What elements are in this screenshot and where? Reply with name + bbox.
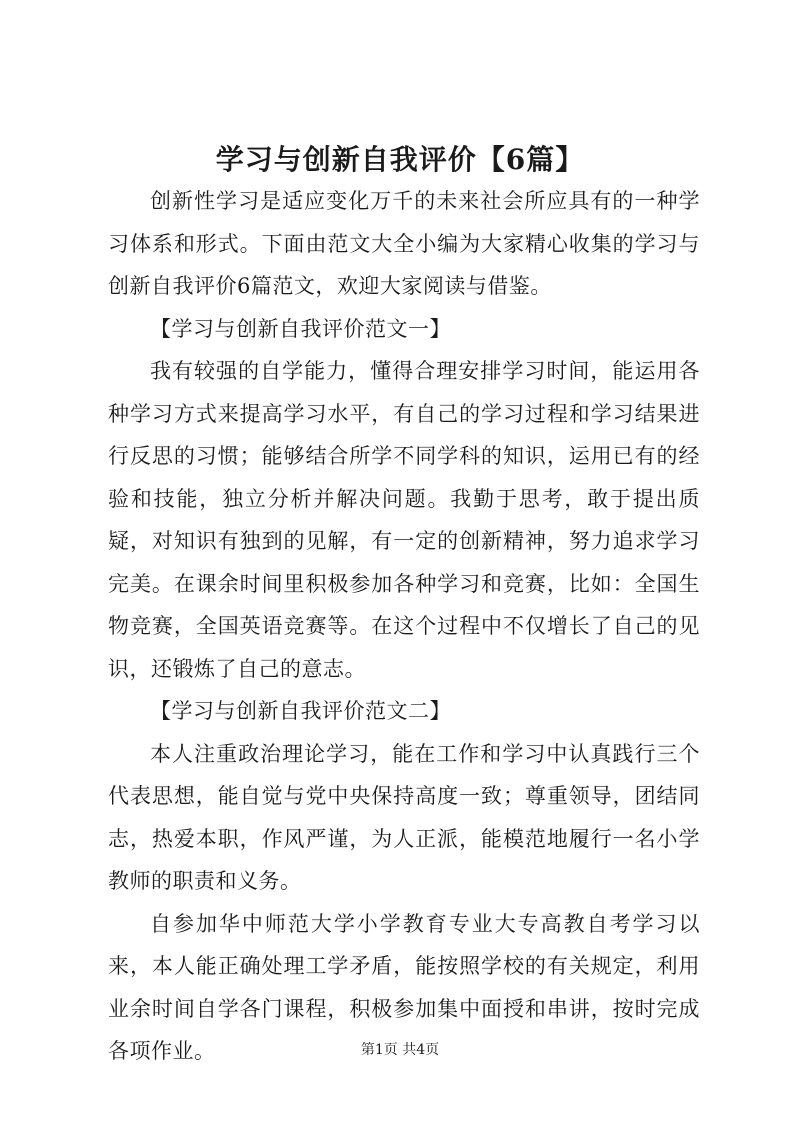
section-2-paragraph-1: 本人注重政治理论学习，能在工作和学习中认真践行三个代表思想，能自觉与党中央保持高度一致；尊重领导，团结同志，热爱本职，作风严谨，为人正派，能模范地履行一名小学教师的职责和义务。 [108, 741, 700, 893]
document-body [108, 180, 700, 1073]
section-2-paragraph-2: 自参加华中师范大学小学教育专业大专高教自考学习以来，本人能正确处理工学矛盾，能按照学校的有关规定，利用业余时间自学各门课程，积极参加集中面授和串讲，按时完成各项作业。 [108, 911, 700, 1063]
section-1-paragraph: 我有较强的自学能力，懂得合理安排学习时间，能运用各种学习方式来提高学习水平，有自己的学习过程和学习结果进行反思的习惯；能够结合所学不同学科的知识，运用已有的经验和技能，独立分析并解决问题。我勤于思考，敢于提出质疑，对知识有独到的见解，有一定的创新精神，努力追求学习完美。在课余时间里积极参加各种学习和竞赛，比如：全国生物竞赛，全国英语竞赛等。在这个过程中不仅增长了自己的见识，还锻炼了自己的意志。 [108, 359, 700, 681]
intro-paragraph: 创新性学习是适应变化万千的未来社会所应具有的一种学习体系和形式。下面由范文大全小编为大家精心收集的学习与创新自我评价6篇范文，欢迎大家阅读与借鉴。 [108, 189, 700, 298]
section-heading-1: 【学习与创新自我评价范文一】 [150, 316, 451, 341]
document-title: 学习与创新自我评价【6篇】 [215, 143, 585, 176]
section-heading-2: 【学习与创新自我评价范文二】 [150, 699, 451, 723]
page-footer: 第1页 共4页 [360, 1042, 440, 1058]
